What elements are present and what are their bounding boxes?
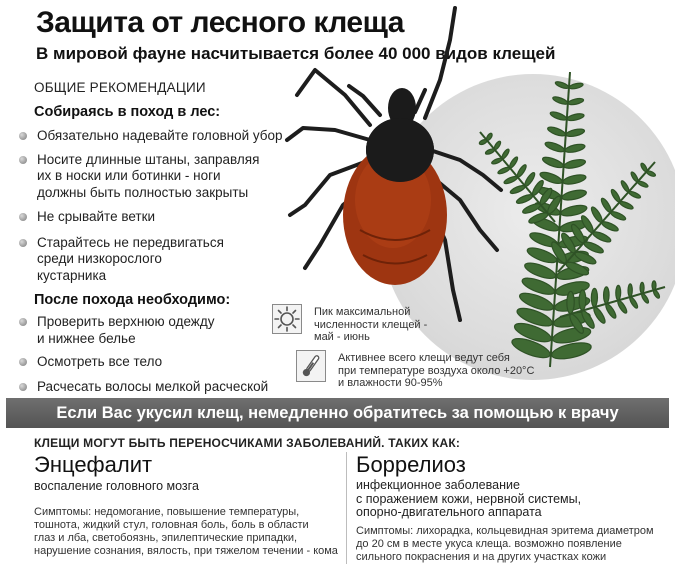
fern-leaflet [610,188,622,203]
thermometer-icon [296,350,326,382]
diseases-heading: КЛЕЩИ МОГУТ БЫТЬ ПЕРЕНОСЧИКАМИ ЗАБОЛЕВАНИЙ. ТАКИХ КАК: [34,436,461,450]
fern-leaflet [562,173,587,186]
fern-leaflet [549,110,567,121]
after-hike-heading: После похода необходимо: [34,292,231,308]
page-title: Защита от лесного клеща [36,6,404,39]
fern-leaflet [628,296,638,309]
fern-leaflet [569,82,584,90]
fern-leaflet [550,340,592,362]
disease-description: воспаление головного мозга [34,479,199,493]
fern-leaflet [628,284,632,297]
fern-leaflet [628,190,641,199]
page-subtitle: В мировой фауне насчитывается более 40 000 видов клещей [36,44,556,63]
disease-symptoms [356,525,671,564]
list-item-text: Не срывайте ветки [37,209,156,224]
fern-leaflet [592,306,607,325]
fern-leaflet [515,193,533,205]
sun-icon [272,304,302,334]
fern-leaflet [567,291,575,313]
fern-leaflet [637,180,649,188]
fern-leaflet [522,202,542,215]
column-divider [346,452,347,564]
list-item [18,379,298,396]
fern-leaflet [652,289,660,299]
list-item-text: должны быть полностью закрыты [37,184,249,200]
symptom-line: нарушение сознания, вялость, при тяжелом течении - кома [34,544,338,557]
fern-leaflet [508,156,519,169]
fern-leaflet [579,290,586,310]
list-item [18,354,298,371]
fern-leaflet [544,140,565,153]
fern-leaflet [547,125,567,137]
forest-heading: Собираясь в поход в лес: [34,104,221,120]
description-line: инфекционное заболевание [356,478,520,492]
fern-leaflet [591,288,597,306]
fern-leaflet [600,197,613,213]
list-item-text: среди низкорослого [37,251,162,266]
fern-leaflet [601,220,620,233]
fern-leaflet [516,164,528,179]
fern-leaflet [564,143,585,154]
list-item [18,235,298,285]
activity-line: при температуре воздуха около +20°C [338,364,535,377]
forest-list [18,128,298,284]
bullet-icon [19,132,27,140]
symptom-line: сильного покраснения и на других участках кожи [356,550,607,563]
list-item [18,314,298,347]
list-item-text: Старайтесь не передвигаться [37,234,224,250]
bullet-icon [19,213,27,221]
peak-line: Пик максимальной [314,306,411,318]
list-item-text: их в носки или ботинки - ноги [37,168,221,183]
fern-leaflet [592,230,612,244]
fern-leaflet [603,287,609,304]
bullet-icon [19,383,27,391]
description-line: опорно-двигательного аппарата [356,505,542,519]
fern-leaflet [630,171,639,183]
fern-leaflet [640,282,644,293]
activity-conditions-info [338,352,534,390]
fern-leaflet [503,175,518,185]
fern-leaflet [568,97,584,106]
symptom-line: Симптомы: лихорадка, кольцевидная эритема диаметром [356,524,654,537]
list-item [18,209,298,226]
list-item-text: Носите длинные штаны, заправляя [37,151,260,167]
symptom-line: Симптомы: недомогание, повышение температуры, [34,505,300,518]
fern-leaflet [555,80,570,89]
list-item-text: и нижнее белье [37,330,136,346]
bullet-icon [19,156,27,164]
fern-leaflet [590,206,604,224]
fern-leaflet [619,200,634,210]
list-item-text: Осмотреть все тело [37,354,163,369]
fern-leaflet [640,162,648,172]
activity-line: Активнее всего клещи ведут себя [338,352,510,364]
after-hike-list [18,314,298,395]
peak-season-info [314,306,427,344]
list-item-text: кустарника [37,267,107,283]
symptom-line: до 20 см в месте укуса клеща. возможно появление [356,537,622,550]
disease-name: Энцефалит [34,452,153,477]
fern-leaflet [616,299,628,314]
fern-leaflet [509,184,526,195]
bullet-icon [19,239,27,247]
fern-leaflet [561,188,587,202]
symptom-line: тошнота, жидкий стул, головная боль, боль в области [34,518,309,531]
disease-borreliosis [356,452,671,564]
list-item [18,152,298,202]
fern-leaflet [541,155,564,170]
list-item-text: Проверить верхнюю одежду [37,314,215,329]
fern-leaflet [565,128,585,138]
fern-leaflet [610,210,627,222]
list-item-text: Расчесать волосы мелкой расческой [37,378,269,394]
fern-leaflet [604,303,618,320]
fern-leaflet [563,158,586,170]
symptom-line: глаз и лба, светобоязнь, эпилептические припадки, [34,531,298,544]
general-recommendations-label: ОБЩИЕ РЕКОМЕНДАЦИИ [34,80,206,95]
bite-warning-banner: Если Вас укусил клещ, немедленно обратитесь за помощью к врачу [6,398,669,428]
tick-illustration [275,0,505,325]
disease-encephalitis [34,452,340,558]
fern-leaflet [652,281,656,290]
fern-leaflet [616,285,621,300]
disease-symptoms [34,506,340,558]
bullet-icon [19,358,27,366]
fern-leaflet [620,180,630,193]
list-item [18,128,298,145]
disease-description [356,479,671,520]
bullet-icon [19,318,27,326]
disease-name: Боррелиоз [356,452,466,477]
list-item-text: Обязательно надевайте головной убор [37,128,283,143]
fern-leaflet [567,112,585,121]
fern-leaflet [552,95,569,105]
activity-line: и влажности 90-95% [338,377,443,389]
peak-line: численности клещей - [314,318,428,331]
fern-leaflet [523,171,536,187]
peak-line: май - июнь [314,331,370,343]
fern-leaflet [640,293,649,304]
description-line: с поражением кожи, нервной системы, [356,491,582,506]
